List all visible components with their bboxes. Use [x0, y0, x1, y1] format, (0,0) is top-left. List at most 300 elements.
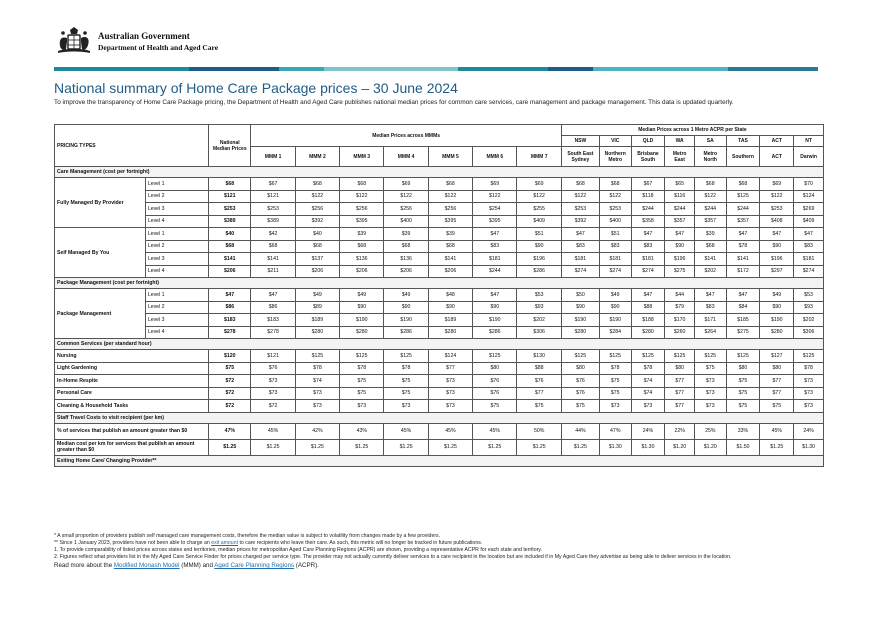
- price-cell: $122: [694, 190, 726, 203]
- price-cell: $90: [760, 240, 794, 253]
- price-cell: $90: [428, 301, 472, 314]
- price-cell: $89: [295, 301, 339, 314]
- price-table: [54, 124, 824, 467]
- price-cell: $121: [251, 350, 295, 363]
- price-cell: 24%: [631, 423, 665, 439]
- price-cell: $74: [631, 387, 665, 400]
- national-median-cell: $75: [209, 362, 251, 375]
- section-title: Common Services (per standard hour): [55, 339, 824, 350]
- price-cell: $280: [760, 326, 794, 339]
- section-header-row: [55, 412, 824, 423]
- section-header-row: [55, 455, 824, 466]
- section-title: Staff Travel Costs to visit recipient (per km): [55, 412, 824, 423]
- national-median-cell: $40: [209, 228, 251, 241]
- price-cell: $73: [694, 387, 726, 400]
- price-cell: 47%: [599, 423, 631, 439]
- price-cell: $190: [760, 314, 794, 327]
- price-cell: $125: [665, 350, 695, 363]
- national-median-cell: $72: [209, 387, 251, 400]
- price-cell: $1.25: [340, 439, 384, 455]
- price-cell: $141: [726, 253, 760, 266]
- price-cell: $253: [599, 203, 631, 216]
- price-cell: $47: [760, 228, 794, 241]
- price-cell: $77: [665, 387, 695, 400]
- table-row: [55, 314, 824, 327]
- price-cell: $83: [794, 240, 824, 253]
- national-median-cell: $389: [209, 215, 251, 228]
- price-cell: $74: [295, 375, 339, 388]
- price-cell: $76: [517, 375, 561, 388]
- table-row: [55, 301, 824, 314]
- price-cell: $68: [295, 240, 339, 253]
- level-label: Level 3: [145, 253, 208, 266]
- price-cell: $274: [631, 265, 665, 278]
- price-cell: $244: [631, 203, 665, 216]
- footnote-star-2: [54, 540, 828, 547]
- exit-amount-link[interactable]: exit amount: [211, 540, 239, 546]
- price-cell: $78: [599, 362, 631, 375]
- price-cell: $269: [794, 203, 824, 216]
- state-group-header: Median Prices across 1 Metro ACPR per State: [561, 125, 823, 136]
- price-cell: $275: [726, 326, 760, 339]
- price-cell: $190: [473, 314, 517, 327]
- price-cell: $275: [665, 265, 695, 278]
- price-cell: $280: [428, 326, 472, 339]
- price-cell: $1.25: [295, 439, 339, 455]
- price-cell: $74: [631, 375, 665, 388]
- level-label: Level 2: [145, 240, 208, 253]
- price-cell: $65: [665, 178, 695, 191]
- price-cell: $48: [428, 289, 472, 302]
- price-cell: $264: [694, 326, 726, 339]
- price-cell: $244: [473, 265, 517, 278]
- price-cell: $122: [760, 190, 794, 203]
- price-cell: $395: [473, 215, 517, 228]
- mmm-header: MMM 3: [340, 147, 384, 167]
- national-median-cell: $68: [209, 178, 251, 191]
- price-cell: $125: [561, 350, 599, 363]
- price-cell: $256: [340, 203, 384, 216]
- price-cell: $76: [561, 375, 599, 388]
- national-median-cell: $1.25: [209, 439, 251, 455]
- price-cell: $122: [517, 190, 561, 203]
- price-cell: $141: [694, 253, 726, 266]
- price-cell: $1.25: [517, 439, 561, 455]
- price-cell: $67: [251, 178, 295, 191]
- department-name: Department of Health and Aged Care: [98, 43, 219, 52]
- price-cell: $1.30: [631, 439, 665, 455]
- price-cell: $69: [473, 178, 517, 191]
- price-cell: $39: [694, 228, 726, 241]
- price-cell: $93: [794, 301, 824, 314]
- price-cell: $47: [631, 228, 665, 241]
- price-cell: $400: [384, 215, 428, 228]
- price-cell: $40: [295, 228, 339, 241]
- price-cell: $47: [561, 228, 599, 241]
- price-cell: $49: [340, 289, 384, 302]
- group-name: Self Managed By You: [55, 228, 146, 278]
- price-cell: $125: [340, 350, 384, 363]
- national-median-cell: $141: [209, 253, 251, 266]
- table-row: [55, 253, 824, 266]
- price-cell: $77: [760, 375, 794, 388]
- price-cell: $284: [599, 326, 631, 339]
- national-median-cell: 47%: [209, 423, 251, 439]
- price-cell: $77: [517, 387, 561, 400]
- price-cell: $127: [760, 350, 794, 363]
- price-cell: $78: [631, 362, 665, 375]
- national-median-cell: $121: [209, 190, 251, 203]
- price-cell: $68: [340, 178, 384, 191]
- price-cell: $76: [473, 387, 517, 400]
- table-row: [55, 178, 824, 191]
- price-cell: $190: [599, 314, 631, 327]
- price-cell: $47: [694, 289, 726, 302]
- price-cell: $253: [561, 203, 599, 216]
- table-row: [55, 400, 824, 413]
- price-cell: $125: [473, 350, 517, 363]
- government-name: Australian Government: [98, 31, 190, 41]
- price-cell: $39: [384, 228, 428, 241]
- price-cell: $122: [473, 190, 517, 203]
- price-cell: $83: [561, 240, 599, 253]
- table-row: [55, 326, 824, 339]
- national-median-cell: $47: [209, 289, 251, 302]
- price-cell: $47: [726, 289, 760, 302]
- price-cell: 43%: [340, 423, 384, 439]
- price-cell: $206: [384, 265, 428, 278]
- price-cell: $53: [517, 289, 561, 302]
- price-cell: $75: [384, 375, 428, 388]
- price-cell: $68: [295, 178, 339, 191]
- price-cell: $73: [295, 400, 339, 413]
- price-cell: $80: [473, 362, 517, 375]
- national-median-cell: $253: [209, 203, 251, 216]
- footnote-star-1: * A small proportion of providers publish self managed care management costs, therefore the median value is subject to volatility from changes made by a few providers.: [54, 533, 441, 539]
- price-cell: $72: [251, 400, 295, 413]
- intro-text: To improve the transparency of Home Care Package pricing, the Department of Health and Aged Care publishes national median prices for common care services, care management and package management. This data is updated quarterly.: [54, 99, 734, 106]
- price-cell: $125: [631, 350, 665, 363]
- price-cell: $253: [251, 203, 295, 216]
- price-cell: $47: [473, 228, 517, 241]
- price-cell: $122: [599, 190, 631, 203]
- national-median-cell: $183: [209, 314, 251, 327]
- level-label: Level 3: [145, 314, 208, 327]
- price-cell: $122: [384, 190, 428, 203]
- level-label: Level 3: [145, 203, 208, 216]
- price-cell: $124: [794, 190, 824, 203]
- item-name: Cleaning & Household Tasks: [55, 400, 209, 413]
- price-cell: $47: [631, 289, 665, 302]
- price-cell: 33%: [726, 423, 760, 439]
- state-header: ACT: [760, 136, 794, 147]
- acpr-link[interactable]: Aged Care Planning Regions: [214, 562, 295, 569]
- header-color-stripe: [54, 67, 818, 71]
- price-cell: $68: [340, 240, 384, 253]
- price-cell: $73: [631, 400, 665, 413]
- price-cell: $116: [665, 190, 695, 203]
- price-cell: $73: [428, 400, 472, 413]
- price-cell: $73: [794, 400, 824, 413]
- state-header: TAS: [726, 136, 760, 147]
- price-cell: $76: [473, 375, 517, 388]
- price-cell: $80: [561, 362, 599, 375]
- price-cell: $77: [665, 400, 695, 413]
- price-cell: $118: [631, 190, 665, 203]
- price-cell: 22%: [665, 423, 695, 439]
- region-header: Southern: [726, 147, 760, 167]
- price-cell: $121: [251, 190, 295, 203]
- level-label: Level 1: [145, 289, 208, 302]
- region-header: Brisbane South: [631, 147, 665, 167]
- mmm-header: MMM 2: [295, 147, 339, 167]
- table-row: [55, 190, 824, 203]
- price-cell: $280: [340, 326, 384, 339]
- price-cell: $83: [694, 301, 726, 314]
- price-cell: $1.30: [794, 439, 824, 455]
- price-cell: $122: [428, 190, 472, 203]
- footnote-star-2-post: to care recipients who leave their care. As such, this metric will no longer be tracked in future publications.: [238, 540, 483, 546]
- section-title: Exiting Home Care/ Changing Provider**: [55, 455, 824, 466]
- price-cell: $408: [760, 215, 794, 228]
- read-more-pre: Read more about the: [54, 562, 114, 569]
- price-cell: $90: [599, 301, 631, 314]
- price-cell: $39: [340, 228, 384, 241]
- level-label: Level 2: [145, 301, 208, 314]
- table-row: [55, 362, 824, 375]
- price-cell: $70: [794, 178, 824, 191]
- price-cell: $75: [561, 400, 599, 413]
- price-cell: $68: [251, 240, 295, 253]
- footnotes: [54, 533, 828, 569]
- stripe-segment: [548, 67, 593, 71]
- section-title: Package Management (cost per fortnight): [55, 278, 824, 289]
- price-cell: $1.25: [561, 439, 599, 455]
- price-cell: 44%: [561, 423, 599, 439]
- stripe-segment: [54, 67, 189, 71]
- price-cell: $76: [251, 362, 295, 375]
- price-cell: $47: [726, 228, 760, 241]
- price-cell: $73: [340, 400, 384, 413]
- price-cell: $181: [794, 253, 824, 266]
- price-cell: $244: [665, 203, 695, 216]
- item-name: Nursing: [55, 350, 209, 363]
- table-row: [55, 228, 824, 241]
- region-header: Metro North: [694, 147, 726, 167]
- price-cell: $260: [665, 326, 695, 339]
- price-cell: $90: [517, 240, 561, 253]
- table-row: [55, 203, 824, 216]
- price-cell: $78: [794, 362, 824, 375]
- item-name: Light Gardening: [55, 362, 209, 375]
- price-cell: $400: [599, 215, 631, 228]
- price-cell: $73: [295, 387, 339, 400]
- header: [54, 22, 218, 62]
- price-cell: $79: [665, 301, 695, 314]
- price-cell: $51: [599, 228, 631, 241]
- footnote-2: 2. Figures reflect what providers list in the My Aged Care Service Finder for prices charged per service type. The provider may not actually currently deliver services to a care recipient in the location but are included if in My Aged Care they advertise as being able to deliver services in the location.: [54, 554, 732, 560]
- mmm-header: MMM 4: [384, 147, 428, 167]
- table-row: [55, 350, 824, 363]
- price-cell: $122: [340, 190, 384, 203]
- item-name: Median cost per km for services that publish an amount greater than $0: [55, 439, 209, 455]
- price-cell: $286: [473, 326, 517, 339]
- stripe-segment: [324, 67, 459, 71]
- price-cell: $181: [599, 253, 631, 266]
- price-cell: $253: [760, 203, 794, 216]
- price-cell: $75: [726, 387, 760, 400]
- price-cell: $280: [631, 326, 665, 339]
- region-header: Darwin: [794, 147, 824, 167]
- price-cell: $206: [340, 265, 384, 278]
- price-cell: $189: [428, 314, 472, 327]
- price-cell: $49: [384, 289, 428, 302]
- price-cell: 45%: [251, 423, 295, 439]
- state-header: NT: [794, 136, 824, 147]
- price-cell: $1.25: [251, 439, 295, 455]
- price-cell: $42: [251, 228, 295, 241]
- price-cell: $141: [251, 253, 295, 266]
- price-cell: $86: [251, 301, 295, 314]
- price-cell: $75: [384, 387, 428, 400]
- price-cell: $256: [428, 203, 472, 216]
- price-cell: $83: [631, 240, 665, 253]
- region-header: South East Sydney: [561, 147, 599, 167]
- price-cell: $409: [794, 215, 824, 228]
- price-cell: $280: [295, 326, 339, 339]
- state-header: WA: [665, 136, 695, 147]
- price-cell: $73: [428, 375, 472, 388]
- price-cell: $83: [599, 240, 631, 253]
- price-cell: $171: [694, 314, 726, 327]
- table-row: [55, 289, 824, 302]
- mmm-group-header: Median Prices across MMMs: [251, 125, 561, 147]
- section-header-row: [55, 167, 824, 178]
- price-cell: $75: [340, 387, 384, 400]
- price-cell: 50%: [517, 423, 561, 439]
- price-cell: $125: [384, 350, 428, 363]
- price-cell: $78: [340, 362, 384, 375]
- price-cell: $47: [665, 228, 695, 241]
- price-cell: $1.25: [428, 439, 472, 455]
- price-cell: $358: [631, 215, 665, 228]
- price-cell: $286: [384, 326, 428, 339]
- price-cell: $67: [631, 178, 665, 191]
- read-more-post: (ACPR).: [294, 562, 319, 569]
- price-cell: $357: [726, 215, 760, 228]
- price-cell: $75: [473, 400, 517, 413]
- price-cell: $68: [694, 240, 726, 253]
- price-cell: $90: [665, 240, 695, 253]
- price-cell: $69: [760, 178, 794, 191]
- price-cell: $190: [340, 314, 384, 327]
- level-label: Level 1: [145, 178, 208, 191]
- price-cell: $244: [694, 203, 726, 216]
- price-cell: $274: [599, 265, 631, 278]
- price-cell: $190: [384, 314, 428, 327]
- read-more: [54, 562, 828, 569]
- price-cell: $306: [794, 326, 824, 339]
- price-cell: $1.25: [760, 439, 794, 455]
- price-cell: $280: [561, 326, 599, 339]
- national-median-cell: $86: [209, 301, 251, 314]
- price-cell: $75: [694, 362, 726, 375]
- price-cell: $75: [726, 375, 760, 388]
- price-cell: 45%: [428, 423, 472, 439]
- price-cell: $256: [295, 203, 339, 216]
- stripe-segment: [728, 67, 818, 71]
- price-cell: $68: [428, 240, 472, 253]
- price-cell: $196: [665, 253, 695, 266]
- price-cell: $255: [517, 203, 561, 216]
- price-cell: $75: [340, 375, 384, 388]
- item-name: % of services that publish an amount greater than $0: [55, 423, 209, 439]
- state-header: QLD: [631, 136, 665, 147]
- price-cell: $1.50: [726, 439, 760, 455]
- price-cell: $392: [295, 215, 339, 228]
- price-cell: $77: [428, 362, 472, 375]
- price-cell: $274: [794, 265, 824, 278]
- price-cell: $75: [726, 400, 760, 413]
- price-cell: $78: [726, 240, 760, 253]
- price-cell: $80: [760, 362, 794, 375]
- price-cell: $78: [295, 362, 339, 375]
- coat-of-arms-icon: [54, 24, 94, 60]
- price-cell: $39: [428, 228, 472, 241]
- price-cell: $51: [517, 228, 561, 241]
- price-cell: $90: [760, 301, 794, 314]
- price-cell: $68: [384, 240, 428, 253]
- price-cell: $77: [760, 387, 794, 400]
- price-cell: $125: [599, 350, 631, 363]
- price-cell: $1.30: [599, 439, 631, 455]
- price-cell: $47: [794, 228, 824, 241]
- table-row: [55, 439, 824, 455]
- stripe-segment: [189, 67, 279, 71]
- stripe-segment: [279, 67, 324, 71]
- price-cell: 45%: [760, 423, 794, 439]
- group-name: Package Management: [55, 289, 146, 339]
- price-cell: $50: [561, 289, 599, 302]
- price-cell: $83: [473, 240, 517, 253]
- price-cell: $125: [726, 350, 760, 363]
- price-cell: $1.20: [665, 439, 695, 455]
- price-cell: $409: [517, 215, 561, 228]
- price-cell: 45%: [473, 423, 517, 439]
- region-header: Northern Metro: [599, 147, 631, 167]
- price-cell: $69: [517, 178, 561, 191]
- price-cell: $211: [251, 265, 295, 278]
- price-cell: $357: [665, 215, 695, 228]
- price-cell: $196: [760, 253, 794, 266]
- price-cell: $141: [428, 253, 472, 266]
- national-median-cell: $72: [209, 400, 251, 413]
- state-header: SA: [694, 136, 726, 147]
- price-cell: $90: [384, 301, 428, 314]
- price-cell: $206: [428, 265, 472, 278]
- price-cell: 42%: [295, 423, 339, 439]
- price-cell: $1.25: [473, 439, 517, 455]
- table-row: [55, 423, 824, 439]
- footnote-1: 1. To provide comparability of listed prices across states and territories, median prices for metropolitan Aged Care Planning Regions (ACPR) are shown, providing a representative ACPR for each state and territory.: [54, 547, 542, 553]
- price-cell: $254: [473, 203, 517, 216]
- price-cell: $297: [760, 265, 794, 278]
- price-cell: $286: [517, 265, 561, 278]
- mmm-link[interactable]: Modified Monash Model: [113, 562, 180, 569]
- price-cell: $125: [726, 190, 760, 203]
- price-cell: $274: [561, 265, 599, 278]
- price-cell: $1.25: [384, 439, 428, 455]
